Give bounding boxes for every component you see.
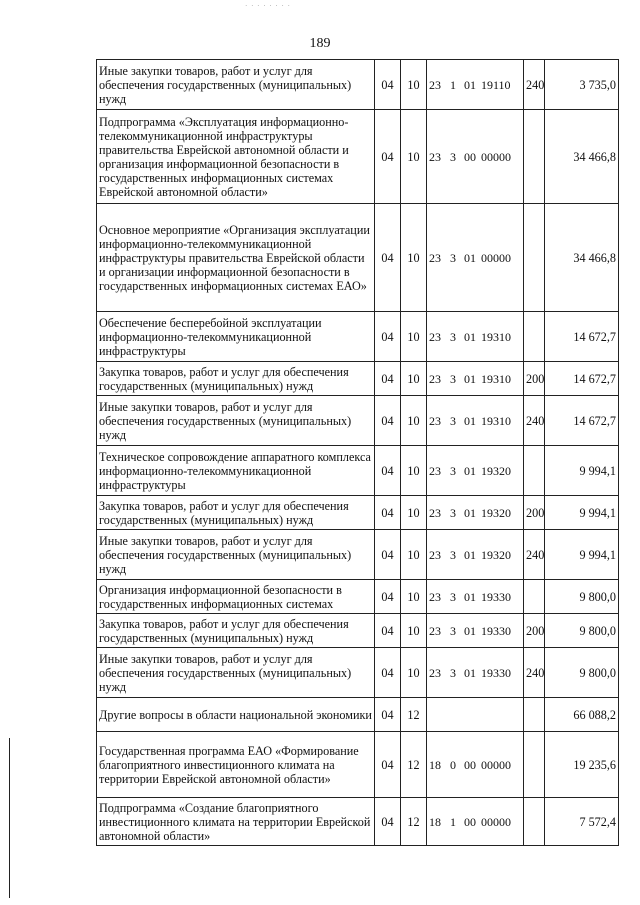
- target-article-part: 23: [429, 463, 441, 478]
- subsection-code-cell: 10: [401, 614, 427, 648]
- section-code-cell: 04: [375, 312, 401, 362]
- target-article-part: 3: [450, 329, 456, 344]
- target-article-part: 00000: [481, 814, 511, 829]
- item-name-cell: Закупка товаров, работ и услуг для обеспечения государственных (муниципальных) нужд: [97, 496, 375, 530]
- target-article-part: 0: [450, 757, 456, 772]
- target-article-part: 00: [464, 149, 476, 164]
- target-article-part: 01: [464, 250, 476, 265]
- target-article-cell: [427, 312, 524, 362]
- target-article-part: 19310: [481, 413, 511, 428]
- subsection-code-cell: 12: [401, 698, 427, 732]
- target-article-cell: [427, 396, 524, 446]
- budget-table: [96, 59, 619, 846]
- subsection-code-cell: 10: [401, 60, 427, 110]
- table-row: [97, 614, 619, 648]
- target-article-cell: [427, 204, 524, 312]
- target-article-part: 1: [450, 77, 456, 92]
- item-name-cell: Организация информационной безопасности в государственных информационных системах: [97, 580, 375, 614]
- target-article-part: 01: [464, 77, 476, 92]
- expense-type-cell: 240: [524, 530, 545, 580]
- section-code-cell: 04: [375, 698, 401, 732]
- section-code-cell: 04: [375, 798, 401, 846]
- table-row: [97, 60, 619, 110]
- item-name-cell: Закупка товаров, работ и услуг для обеспечения государственных (муниципальных) нужд: [97, 614, 375, 648]
- item-name-cell: Обеспечение бесперебойной эксплуатации информационно-телекоммуникационной инфраструктуры: [97, 312, 375, 362]
- target-article-part: 23: [429, 371, 441, 386]
- amount-cell: 9 800,0: [545, 614, 619, 648]
- expense-type-cell: [524, 798, 545, 846]
- section-code-cell: 04: [375, 648, 401, 698]
- item-name-cell: Подпрограмма «Эксплуатация информационно-телекоммуникационной инфраструктуры правительства Еврейской автономной области и организация информационной безопасности в государственных информационных системах Еврейской автономной области»: [97, 110, 375, 204]
- table-row: [97, 732, 619, 798]
- target-article-cell: [427, 530, 524, 580]
- target-article-cell: [427, 614, 524, 648]
- target-article-part: 23: [429, 505, 441, 520]
- amount-cell: 9 994,1: [545, 446, 619, 496]
- target-article-part: 01: [464, 505, 476, 520]
- target-article-cell: [427, 110, 524, 204]
- section-code-cell: 04: [375, 732, 401, 798]
- target-article-cell: [427, 732, 524, 798]
- target-article-part: 3: [450, 413, 456, 428]
- target-article-cell: [427, 798, 524, 846]
- table-row: [97, 204, 619, 312]
- expense-type-cell: 200: [524, 614, 545, 648]
- target-article-part: 23: [429, 623, 441, 638]
- expense-type-cell: [524, 698, 545, 732]
- target-article-cell: [427, 648, 524, 698]
- subsection-code-cell: 10: [401, 396, 427, 446]
- amount-cell: 9 800,0: [545, 648, 619, 698]
- table-row: [97, 530, 619, 580]
- subsection-code-cell: 10: [401, 110, 427, 204]
- amount-cell: 9 800,0: [545, 580, 619, 614]
- target-article-part: 3: [450, 547, 456, 562]
- section-code-cell: 04: [375, 60, 401, 110]
- amount-cell: 34 466,8: [545, 110, 619, 204]
- section-code-cell: 04: [375, 396, 401, 446]
- target-article-part: 3: [450, 623, 456, 638]
- subsection-code-cell: 10: [401, 312, 427, 362]
- item-name-cell: Подпрограмма «Создание благоприятного инвестиционного климата на территории Еврейской автономной области»: [97, 798, 375, 846]
- target-article-part: 19320: [481, 463, 511, 478]
- table-row: [97, 580, 619, 614]
- page-number: 189: [309, 36, 331, 51]
- target-article-part: 3: [450, 589, 456, 604]
- target-article-part: 1: [450, 814, 456, 829]
- item-name-cell: Иные закупки товаров, работ и услуг для обеспечения государственных (муниципальных) нужд: [97, 60, 375, 110]
- target-article-part: 01: [464, 329, 476, 344]
- budget-table-body: [97, 60, 619, 846]
- target-article-part: 00000: [481, 757, 511, 772]
- table-row: [97, 496, 619, 530]
- target-article-cell: [427, 580, 524, 614]
- table-row: [97, 312, 619, 362]
- target-article-part: 19320: [481, 505, 511, 520]
- section-code-cell: 04: [375, 530, 401, 580]
- target-article-part: 23: [429, 547, 441, 562]
- section-code-cell: 04: [375, 110, 401, 204]
- target-article-part: 18: [429, 757, 441, 772]
- table-row: [97, 110, 619, 204]
- section-code-cell: 04: [375, 362, 401, 396]
- table-row: [97, 648, 619, 698]
- amount-cell: 66 088,2: [545, 698, 619, 732]
- target-article-part: 00000: [481, 250, 511, 265]
- target-article-part: 01: [464, 413, 476, 428]
- item-name-cell: Государственная программа ЕАО «Формирование благоприятного инвестиционного климата на территории Еврейской автономной области»: [97, 732, 375, 798]
- target-article-part: 19330: [481, 589, 511, 604]
- amount-cell: 9 994,1: [545, 496, 619, 530]
- target-article-part: 19110: [481, 77, 511, 92]
- item-name-cell: Иные закупки товаров, работ и услуг для обеспечения государственных (муниципальных) нужд: [97, 396, 375, 446]
- expense-type-cell: 200: [524, 496, 545, 530]
- margin-line: [9, 738, 10, 898]
- target-article-part: 01: [464, 665, 476, 680]
- target-article-part: 23: [429, 413, 441, 428]
- target-article-part: 23: [429, 589, 441, 604]
- target-article-part: 23: [429, 77, 441, 92]
- amount-cell: 14 672,7: [545, 396, 619, 446]
- table-row: [97, 698, 619, 732]
- expense-type-cell: [524, 110, 545, 204]
- target-article-cell: [427, 496, 524, 530]
- expense-type-cell: [524, 580, 545, 614]
- amount-cell: 9 994,1: [545, 530, 619, 580]
- target-article-part: 00: [464, 814, 476, 829]
- expense-type-cell: [524, 732, 545, 798]
- section-code-cell: 04: [375, 204, 401, 312]
- target-article-part: 18: [429, 814, 441, 829]
- table-row: [97, 798, 619, 846]
- subsection-code-cell: 10: [401, 204, 427, 312]
- item-name-cell: Закупка товаров, работ и услуг для обеспечения государственных (муниципальных) нужд: [97, 362, 375, 396]
- item-name-cell: Основное мероприятие «Организация эксплуатации информационно-телекоммуникационной инфраструктуры правительства Еврейской области и организации информационной безопасности в государственных информационных системах ЕАО»: [97, 204, 375, 312]
- section-code-cell: 04: [375, 496, 401, 530]
- target-article-part: 3: [450, 250, 456, 265]
- faint-stamp-text: · · · · · · · ·: [245, 2, 291, 10]
- amount-cell: 14 672,7: [545, 312, 619, 362]
- target-article-part: 01: [464, 463, 476, 478]
- target-article-part: 3: [450, 505, 456, 520]
- expense-type-cell: 240: [524, 648, 545, 698]
- amount-cell: 19 235,6: [545, 732, 619, 798]
- section-code-cell: 04: [375, 580, 401, 614]
- table-row: [97, 362, 619, 396]
- target-article-part: 19310: [481, 329, 511, 344]
- expense-type-cell: 240: [524, 396, 545, 446]
- target-article-part: 3: [450, 149, 456, 164]
- item-name-cell: Иные закупки товаров, работ и услуг для обеспечения государственных (муниципальных) нужд: [97, 530, 375, 580]
- item-name-cell: Техническое сопровождение аппаратного комплекса информационно-телекоммуникационной инфраструктуры: [97, 446, 375, 496]
- item-name-cell: Другие вопросы в области национальной экономики: [97, 698, 375, 732]
- expense-type-cell: [524, 204, 545, 312]
- target-article-part: 23: [429, 329, 441, 344]
- target-article-part: 23: [429, 250, 441, 265]
- item-name-cell: Иные закупки товаров, работ и услуг для обеспечения государственных (муниципальных) нужд: [97, 648, 375, 698]
- target-article-part: 01: [464, 623, 476, 638]
- target-article-cell: [427, 698, 524, 732]
- target-article-part: 23: [429, 149, 441, 164]
- subsection-code-cell: 10: [401, 446, 427, 496]
- target-article-part: 19330: [481, 623, 511, 638]
- subsection-code-cell: 10: [401, 530, 427, 580]
- target-article-part: 01: [464, 547, 476, 562]
- amount-cell: 3 735,0: [545, 60, 619, 110]
- subsection-code-cell: 12: [401, 732, 427, 798]
- expense-type-cell: 200: [524, 362, 545, 396]
- target-article-part: 01: [464, 589, 476, 604]
- target-article-part: 19320: [481, 547, 511, 562]
- expense-type-cell: [524, 312, 545, 362]
- expense-type-cell: [524, 446, 545, 496]
- target-article-cell: [427, 60, 524, 110]
- expense-type-cell: 240: [524, 60, 545, 110]
- target-article-part: 23: [429, 665, 441, 680]
- target-article-part: 3: [450, 463, 456, 478]
- subsection-code-cell: 10: [401, 580, 427, 614]
- section-code-cell: 04: [375, 446, 401, 496]
- amount-cell: 7 572,4: [545, 798, 619, 846]
- target-article-part: 19310: [481, 371, 511, 386]
- section-code-cell: 04: [375, 614, 401, 648]
- target-article-part: 00000: [481, 149, 511, 164]
- subsection-code-cell: 10: [401, 496, 427, 530]
- target-article-part: 01: [464, 371, 476, 386]
- subsection-code-cell: 12: [401, 798, 427, 846]
- target-article-cell: [427, 362, 524, 396]
- amount-cell: 34 466,8: [545, 204, 619, 312]
- target-article-cell: [427, 446, 524, 496]
- target-article-part: 00: [464, 757, 476, 772]
- table-row: [97, 446, 619, 496]
- target-article-part: 3: [450, 371, 456, 386]
- subsection-code-cell: 10: [401, 648, 427, 698]
- amount-cell: 14 672,7: [545, 362, 619, 396]
- table-row: [97, 396, 619, 446]
- target-article-part: 19330: [481, 665, 511, 680]
- subsection-code-cell: 10: [401, 362, 427, 396]
- target-article-part: 3: [450, 665, 456, 680]
